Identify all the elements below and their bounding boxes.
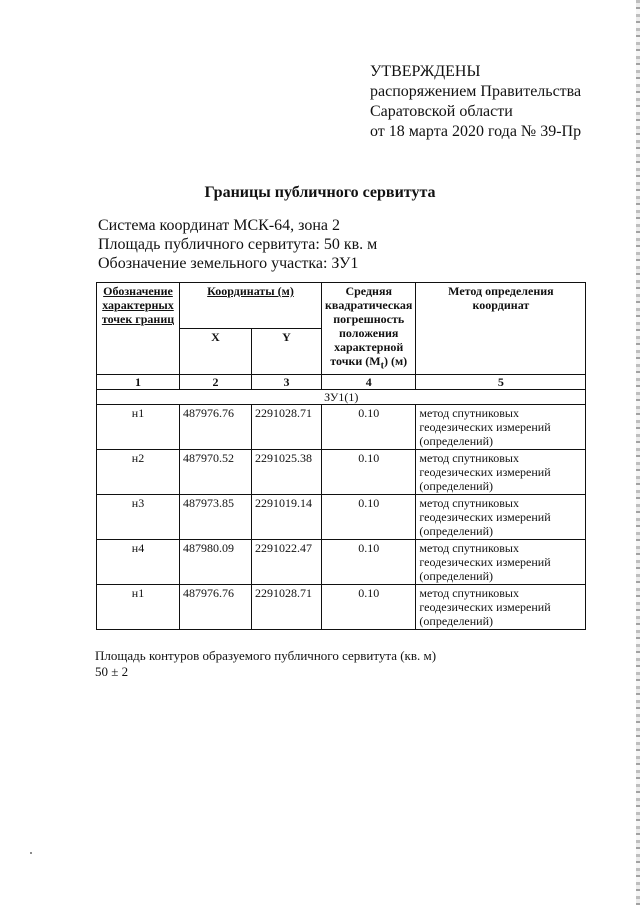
header-designation: Обозначение характерных точек границ [97, 283, 180, 375]
coordinates-table [96, 282, 586, 630]
x-value: 487973.85 [180, 495, 252, 540]
method-value: метод спутниковых геодезических измерений (определений) [416, 450, 586, 495]
approval-line: Саратовской области [370, 103, 513, 120]
error-value: 0.10 [322, 495, 416, 540]
group-row [97, 390, 586, 405]
x-value: 487976.76 [180, 585, 252, 630]
approval-date-line: от 18 марта 2020 года № 39-Пр [370, 123, 582, 140]
error-value: 0.10 [322, 405, 416, 450]
header-coordinates: Координаты (м) [180, 283, 322, 329]
error-value: 0.10 [322, 540, 416, 585]
y-value: 2291028.71 [252, 405, 322, 450]
y-value: 2291022.47 [252, 540, 322, 585]
method-value: метод спутниковых геодезических измерений (определений) [416, 405, 586, 450]
header-error-unit: ) (м) [383, 354, 408, 368]
table-row [97, 585, 586, 630]
header-error-subscript: t [380, 360, 384, 372]
column-number: 1 [97, 375, 180, 390]
contour-area-label: Площадь контуров образуемого публичного сервитута (кв. м) [95, 648, 437, 663]
header-y: Y [252, 329, 322, 375]
column-numbers-row [97, 375, 586, 390]
column-number: 3 [252, 375, 322, 390]
document-meta [98, 216, 377, 273]
coordinate-system: Система координат МСК-64, зона 2 [98, 217, 341, 234]
method-value: метод спутниковых геодезических измерений (определений) [416, 495, 586, 540]
error-value: 0.10 [322, 585, 416, 630]
header-error-text: Средняя квадратическая погрешность положения характерной точки (M [325, 284, 413, 368]
point-name: н3 [97, 495, 180, 540]
scan-speck [30, 852, 32, 854]
method-value: метод спутниковых геодезических измерений (определений) [416, 540, 586, 585]
approval-heading: УТВЕРЖДЕНЫ [370, 63, 481, 80]
table-row [97, 405, 586, 450]
document-title: Границы публичного сервитута [204, 184, 436, 201]
x-value: 487970.52 [180, 450, 252, 495]
column-number: 5 [416, 375, 586, 390]
table-header-row [97, 283, 586, 329]
header-x: X [180, 329, 252, 375]
scan-edge-artifact [636, 0, 640, 905]
servitude-area: Площадь публичного сервитута: 50 кв. м [98, 236, 378, 253]
approval-stamp [370, 62, 581, 142]
parcel-designation: Обозначение земельного участка: ЗУ1 [98, 255, 359, 272]
method-value: метод спутниковых геодезических измерений (определений) [416, 585, 586, 630]
column-number: 2 [180, 375, 252, 390]
table-row [97, 540, 586, 585]
y-value: 2291028.71 [252, 585, 322, 630]
x-value: 487976.76 [180, 405, 252, 450]
contour-area-value: 50 ± 2 [95, 664, 129, 679]
point-name: н1 [97, 405, 180, 450]
header-error [322, 283, 416, 375]
x-value: 487980.09 [180, 540, 252, 585]
group-label: ЗУ1(1) [97, 390, 586, 405]
column-number: 4 [322, 375, 416, 390]
error-value: 0.10 [322, 450, 416, 495]
contour-area-block [95, 648, 436, 680]
point-name: н1 [97, 585, 180, 630]
approval-line: распоряжением Правительства [370, 83, 582, 100]
header-method: Метод определения координат [416, 283, 586, 375]
point-name: н2 [97, 450, 180, 495]
y-value: 2291019.14 [252, 495, 322, 540]
table-row [97, 495, 586, 540]
table-row [97, 450, 586, 495]
y-value: 2291025.38 [252, 450, 322, 495]
point-name: н4 [97, 540, 180, 585]
